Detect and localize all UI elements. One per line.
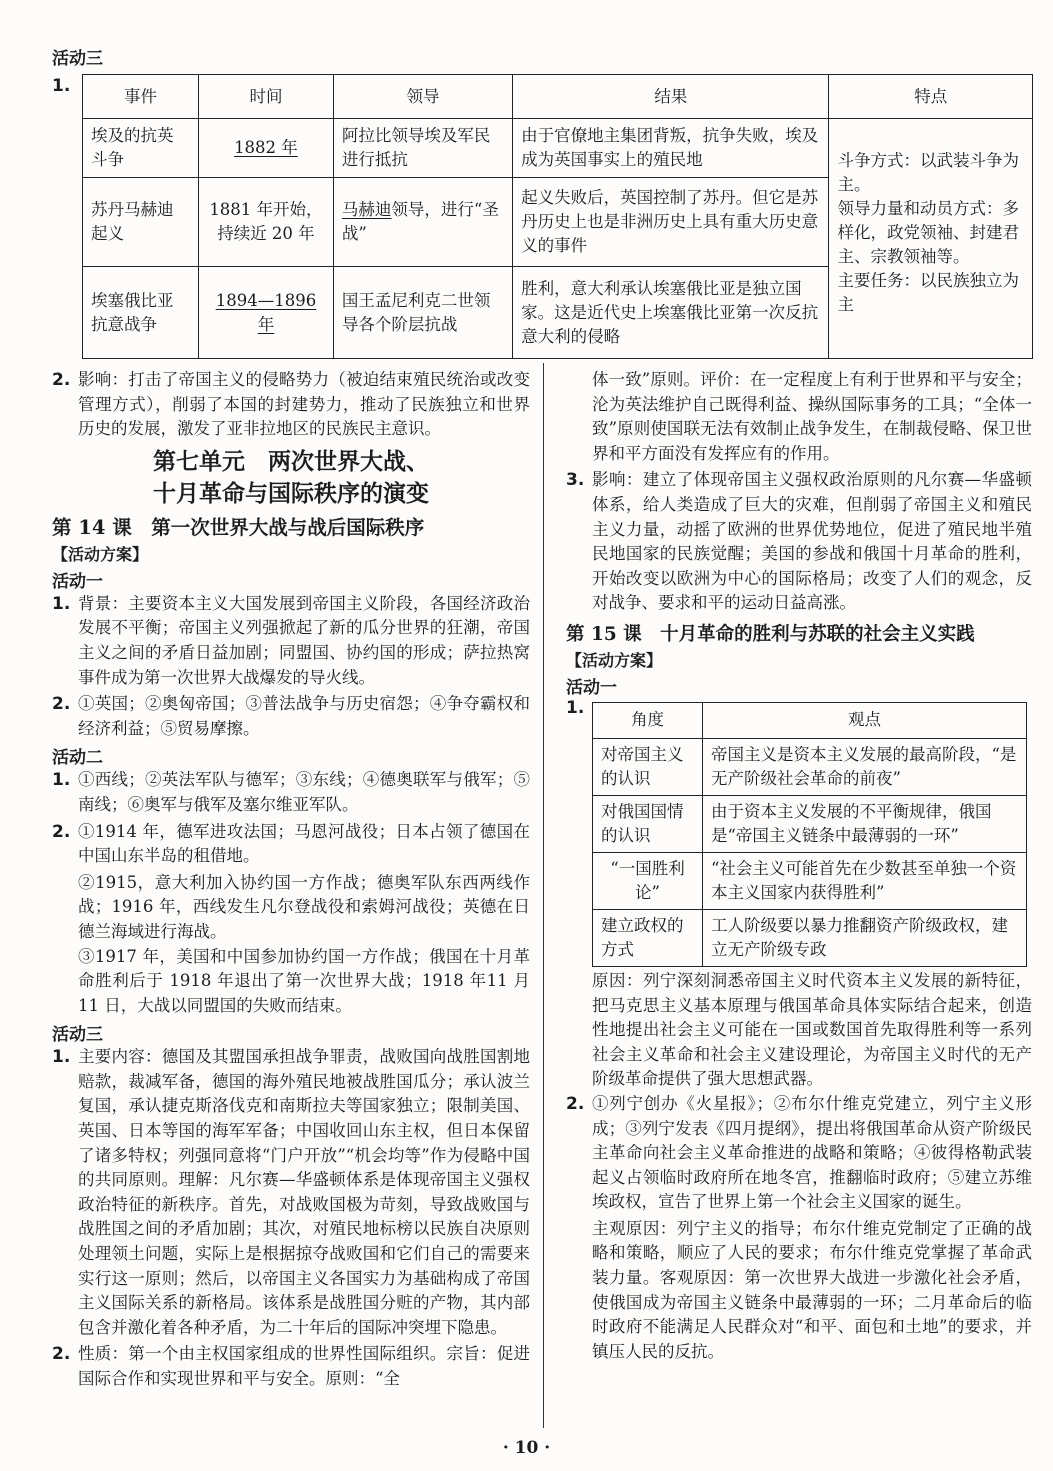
feature-3: 主要任务：以民族独立为主 bbox=[837, 271, 1019, 314]
item-text: 体一致”原则。评价：在一定程度上有利于世界和平与安全；沦为英法维护自己既得利益、操纵国际事务的工具；“全体一致”原则使国联无法有效制止战争发生，在制裁侵略、保卫世界和平方面没有发挥应有的作用。 bbox=[592, 370, 1032, 463]
header-leader: 领导 bbox=[333, 75, 512, 119]
cell-leader: 领导，进行“圣战” bbox=[341, 200, 499, 243]
header-angle: 角度 bbox=[593, 702, 703, 738]
list-item: 1. 角度 观点 对帝国主义的认识 帝国主义是资本主义发展的最高阶段，“是无产阶级社会革命的前夜” 对俄国国情的认识 由于资本主义发展的不平衡规律，俄国是“帝国主义链条中最薄弱的一环” “一国胜利论” “社会主义可能首先在少数甚至单独一个资本主义国家内获得胜利” 建立政权的方式 工人阶级要以暴力推翻资产阶级政权，建立无产阶级专政 bbox=[566, 698, 1032, 967]
top-item-number: 1. bbox=[52, 76, 71, 96]
cell-time: 1881 年开始，持续近 20 年 bbox=[198, 178, 333, 267]
item-number: 3. bbox=[566, 470, 585, 491]
viewpoint-table-header bbox=[593, 702, 1027, 738]
cell-angle: 对帝国主义的认识 bbox=[593, 738, 703, 795]
cell-angle: 对俄国国情的认识 bbox=[593, 795, 703, 852]
lesson-14-title: 第 14 课 第一次世界大战与战后国际秩序 bbox=[52, 515, 425, 539]
cell-event: 埃塞俄比亚抗意战争 bbox=[83, 267, 199, 359]
activity-2-heading: 活动二 bbox=[52, 748, 103, 769]
cell-result: 起义失败后，英国控制了苏丹。但它是苏丹历史上也是非洲历史上具有重大历史意义的事件 bbox=[513, 178, 829, 267]
list-item: 2. ①英国；②奥匈帝国；③普法战争与历史宿怨；④争夺霸权和经济利益；⑤贸易摩擦。 bbox=[52, 692, 530, 741]
cell-angle: “一国胜利论” bbox=[593, 852, 703, 909]
item-text: 原因：列宁深刻洞悉帝国主义时代资本主义发展的新特征，把马克思主义基本原理与俄国革命具体实际结合起来，创造性地提出社会主义可能在一国或数国首先取得胜利等一系列社会主义革命和社会主义建设理论，为帝国主义时代的无产阶级革命提供了强大思想武器。 bbox=[592, 970, 1032, 1089]
activity-1-heading: 活动一 bbox=[566, 677, 617, 698]
list-item: 1. ①西线；②英法军队与德军；③东线；④德奥联军与俄军；⑤南线；⑥奥军与俄军及塞尔维亚军队。 bbox=[52, 768, 530, 817]
activity-3-heading: 活动三 bbox=[52, 1025, 103, 1046]
cell-result: 胜利，意大利承认埃塞俄比亚是独立国家。这是近代史上埃塞俄比亚第一次反抗意大利的侵略 bbox=[513, 267, 829, 359]
plan-heading: 【活动方案】 bbox=[566, 650, 663, 670]
item-text: ①列宁创办《火星报》；②布尔什维克党建立，列宁主义形成；③列宁发表《四月提纲》，提出将俄国革命从资产阶级民主革命向社会主义革命推进的战略和策略；④彼得格勒武装起义占领临时政府所在地冬宫，推翻临时政府；⑤建立苏维埃政权，宣告了世界上第一个社会主义国家的诞生。 bbox=[592, 1093, 1032, 1212]
activity-1-heading: 活动一 bbox=[52, 571, 103, 592]
item-text: ③1917 年，美国和中国参加协约国一方作战；俄国在十月革命胜利后于 1918 年退出了第一次世界大战；1918 年11 月 11 日，大战以同盟国的失败而结束。 bbox=[78, 946, 530, 1015]
page-number: · 10 · bbox=[502, 1438, 551, 1458]
cell-features bbox=[829, 119, 1033, 359]
table-row bbox=[593, 795, 1027, 852]
item-text: ①1914 年，德军进攻法国；马恩河战役；日本占领了德国在中国山东半岛的租借地。 bbox=[78, 821, 530, 866]
feature-2: 领导力量和动员方式：多样化，政党领袖、封建君主、宗教领袖等。 bbox=[837, 199, 1019, 266]
list-item bbox=[566, 468, 1032, 616]
item-text: ①西线；②英法军队与德军；③东线；④德奥联军与俄军；⑤南线；⑥奥军与俄军及塞尔维亚军队。 bbox=[78, 770, 530, 814]
cell-view: “社会主义可能首先在少数甚至单独一个资本主义国家内获得胜利” bbox=[703, 852, 1027, 909]
plan-heading: 【活动方案】 bbox=[52, 544, 149, 564]
item-text: 影响：打击了帝国主义的侵略势力（被迫结束殖民统治或改变管理方式），削弱了本国的封建势力，推动了民族独立和世界历史的发展，激发了亚非拉地区的民族民主意识。 bbox=[78, 370, 530, 439]
cell-view: 工人阶级要以暴力推翻资产阶级政权，建立无产阶级专政 bbox=[703, 909, 1027, 966]
header-time: 时间 bbox=[198, 75, 333, 119]
table-row bbox=[593, 738, 1027, 795]
item-text: ②1915，意大利加入协约国一方作战；德奥军队东西两线作战；1916 年，西线发生凡尔登战役和索姆河战役；英德在日德兰海域进行海战。 bbox=[78, 872, 530, 941]
right-column bbox=[566, 368, 1032, 1364]
viewpoint-table bbox=[592, 702, 1027, 967]
cell-leader: 国王孟尼利克二世领导各个阶层抗战 bbox=[333, 267, 512, 359]
events-table bbox=[82, 74, 1033, 359]
left-column bbox=[52, 368, 530, 1394]
cell-event: 埃及的抗英斗争 bbox=[83, 119, 199, 178]
item-text: 背景：主要资本主义大国发展到帝国主义阶段，各国经济政治发展不平衡；帝国主义列强掀起了新的瓜分世界的狂潮，帝国主义之间的矛盾日益加剧；同盟国、协约国的形成；萨拉热窝事件成为第一次世界大战爆发的导火线。 bbox=[78, 593, 530, 687]
list-item: 2. ①1914 年，德军进攻法国；马恩河战役；日本占领了德国在中国山东半岛的租借地。 bbox=[52, 820, 530, 869]
unit-title-line1: 第七单元 两次世界大战、 bbox=[153, 447, 429, 475]
item-text: ①英国；②奥匈帝国；③普法战争与历史宿怨；④争夺霸权和经济利益；⑤贸易摩擦。 bbox=[78, 694, 530, 738]
cell-angle: 建立政权的方式 bbox=[593, 909, 703, 966]
feature-1: 斗争方式：以武装斗争为主。 bbox=[837, 151, 1019, 194]
item-text: 性质：第一个由主权国家组成的世界性国际组织。宗旨：促进国际合作和实现世界和平与安全。原则：“全 bbox=[78, 1344, 530, 1388]
list-item: 2. ①列宁创办《火星报》；②布尔什维克党建立，列宁主义形成；③列宁发表《四月提纲》，提出将俄国革命从资产阶级民主革命向社会主义革命推进的战略和策略；④彼得格勒武装起义占领临时政府所在地冬宫，推翻临时政府；⑤建立苏维埃政权，宣告了世界上第一个社会主义国家的诞生。 bbox=[566, 1092, 1032, 1215]
cell-result: 由于官僚地主集团背叛，抗争失败，埃及成为英国事实上的殖民地 bbox=[513, 119, 829, 178]
table-row bbox=[83, 119, 1033, 178]
list-item: 1. 背景：主要资本主义大国发展到帝国主义阶段，各国经济政治发展不平衡；帝国主义列强掀起了新的瓜分世界的狂潮，帝国主义之间的矛盾日益加剧；同盟国、协约国的形成；萨拉热窝事件成为第一次世界大战爆发的导火线。 bbox=[52, 592, 530, 690]
cell-time: 1894—1896 年 bbox=[215, 290, 317, 334]
list-item: 2. 性质：第一个由主权国家组成的世界性国际组织。宗旨：促进国际合作和实现世界和平与安全。原则：“全 bbox=[52, 1342, 530, 1391]
item-text: 主观原因：列宁主义的指导；布尔什维克党制定了正确的战略和策略，顺应了人民的要求；布尔什维克党掌握了革命武装力量。客观原因：第一次世界大战进一步激化社会矛盾，使俄国成为帝国主义链条中最薄弱的一环；二月革命后的临时政府不能满足人民群众对“和平、面包和土地”的要求，并镇压人民的反抗。 bbox=[592, 1218, 1032, 1361]
item-text: 影响：建立了体现帝国主义强权政治原则的凡尔赛—华盛顿体系，给人类造成了巨大的灾难，但削弱了帝国主义和殖民主义力量，动摇了欧洲的世界优势地位，促进了殖民地半殖民地国家的民族觉醒；美国的参战和俄国十月革命的胜利，开始改变以欧洲为中心的国际格局；改变了人们的观念，反对战争、要求和平的运动日益高涨。 bbox=[592, 470, 1032, 613]
cell-event: 苏丹马赫迪起义 bbox=[83, 178, 199, 267]
table-row bbox=[593, 852, 1027, 909]
item-number: 2. bbox=[52, 370, 71, 390]
cell-time: 1882 年 bbox=[234, 138, 298, 157]
top-activity-heading: 活动三 bbox=[52, 49, 103, 69]
header-feature: 特点 bbox=[829, 75, 1033, 119]
list-item: 1. 主要内容：德国及其盟国承担战争罪责，战败国向战胜国割地赔款，裁减军备，德国的海外殖民地被战胜国瓜分；承认波兰复国，承认捷克斯洛伐克和南斯拉夫等国家独立；限制美国、英国、日本等国的海军军备；中国收回山东主权，但日本保留了诸多特权；列强同意将“门户开放”“机会均等”作为侵略中国的共同原则。理解：凡尔赛—华盛顿体系是体现帝国主义强权政治特征的新秩序。首先，对战败国极为苛刻，导致战败国与战胜国之间的矛盾加剧；其次，对殖民地标榜以民族自决原则处理领土问题，实际上是根据掠夺战败国和它们自己的需要来实行这一原则；然后，以帝国主义各国实力为基础构成了帝国主义国际关系的新格局。该体系是战胜国分赃的产物，其内部包含并激化着各种矛盾，为二十年后的国际冲突埋下隐患。 bbox=[52, 1045, 530, 1340]
header-view: 观点 bbox=[703, 702, 1027, 738]
unit-title-line2: 十月革命与国际秩序的演变 bbox=[153, 479, 429, 507]
header-event: 事件 bbox=[83, 75, 199, 119]
cell-view: 由于资本主义发展的不平衡规律，俄国是“帝国主义链条中最薄弱的一环” bbox=[703, 795, 1027, 852]
list-item bbox=[52, 368, 530, 442]
item-text: 主要内容：德国及其盟国承担战争罪责，战败国向战胜国割地赔款，裁减军备，德国的海外殖民地被战胜国瓜分；承认波兰复国，承认捷克斯洛伐克和南斯拉夫等国家独立；限制美国、英国、日本等国的海军军备；中国收回山东主权，但日本保留了诸多特权；列强同意将“门户开放”“机会均等”作为侵略中国的共同原则。理解：凡尔赛—华盛顿体系是体现帝国主义强权政治特征的新秩序。首先，对战败国极为苛刻，导致战败国与战胜国之间的矛盾加剧；其次，对殖民地标榜以民族自决原则处理领土问题，实际上是根据掠夺战败国和它们自己的需要来实行这一原则；然后，以帝国主义各国实力为基础构成了帝国主义国际关系的新格局。该体系是战胜国分赃的产物，其内部包含并激化着各种矛盾，为二十年后的国际冲突埋下隐患。 bbox=[78, 1047, 530, 1337]
lesson-15-title: 第 15 课 十月革命的胜利与苏联的社会主义实践 bbox=[566, 623, 975, 645]
table-row bbox=[593, 909, 1027, 966]
header-result: 结果 bbox=[513, 75, 829, 119]
events-table-header bbox=[83, 75, 1033, 119]
cell-leader: 阿拉比领导埃及军民进行抵抗 bbox=[333, 119, 512, 178]
cell-leader-name: 马赫迪 bbox=[341, 200, 392, 219]
column-divider bbox=[543, 363, 544, 1428]
cell-view: 帝国主义是资本主义发展的最高阶段，“是无产阶级社会革命的前夜” bbox=[703, 738, 1027, 795]
